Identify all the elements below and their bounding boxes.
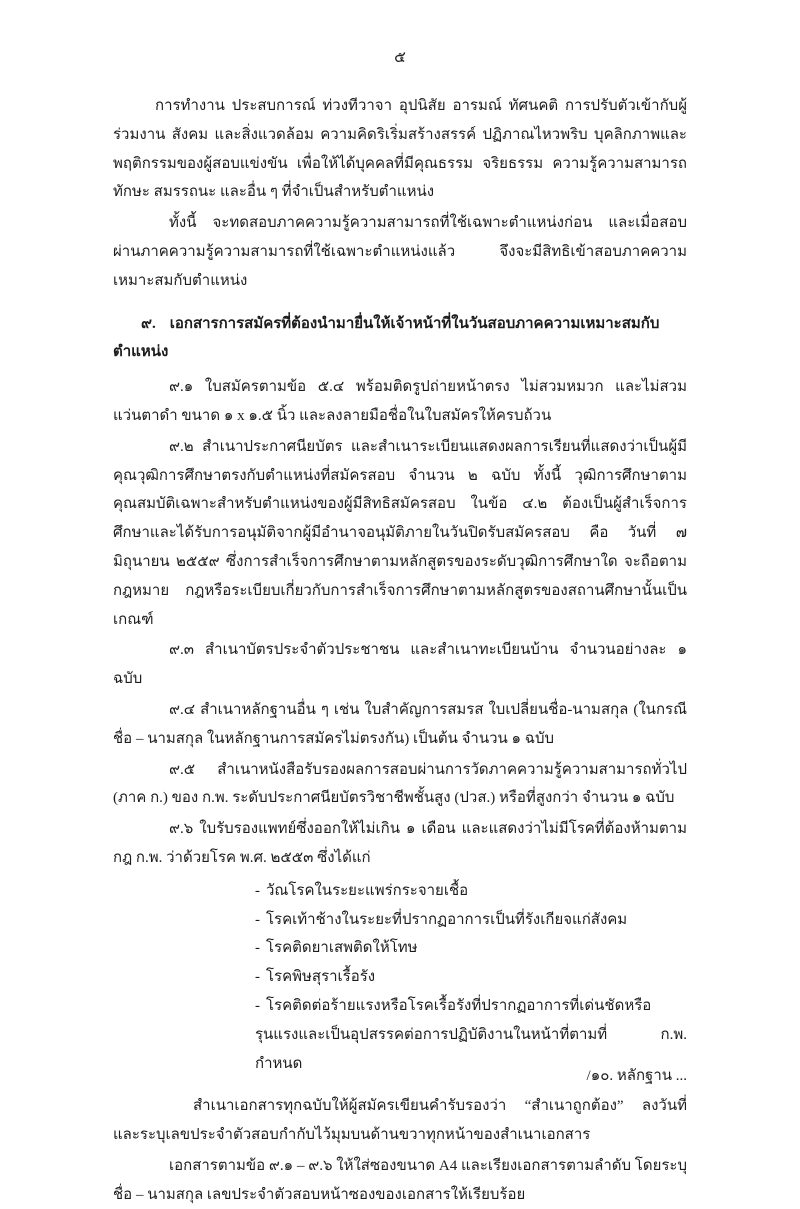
document-body xyxy=(113,92,687,1209)
list-item-label: โรคติดยาเสพติดให้โทษ xyxy=(266,940,418,957)
list-item-9-6: ๙.๖ ใบรับรองแพทย์ซึ่งออกให้ไม่เกิน ๑ เดือน และแสดงว่าไม่มีโรคที่ต้องห้ามตามกฎ ก.พ. ว่าด้วยโรค พ.ศ. ๒๕๕๓ ซึ่งได้แก่ xyxy=(113,821,687,866)
paragraph-continuation: การทำงาน ประสบการณ์ ท่วงทีวาจา อุปนิสัย อารมณ์ ทัศนคติ การปรับตัวเข้ากับผู้ร่วมงาน สังคม และสิ่งแวดล้อม ความคิดริเริ่มสร้างสรรค์ ปฏิภาณไหวพริบ บุคลิกภาพและพฤติกรรมของผู้สอบแข่งขัน เพื่อให้ได้บุคคลที่มีคุณธรรม จริยธรรม ความรู้ความสามารถ ทักษะ สมรรถนะ และอื่น ๆ ที่จำเป็นสำหรับตำแหน่ง xyxy=(113,98,687,201)
dash-marker: - xyxy=(255,882,260,899)
list-item xyxy=(113,877,687,906)
list-item-label: วัณโรคในระยะแพร่กระจายเชื้อ xyxy=(266,882,469,899)
closing-paragraph-certify: สำเนาเอกสารทุกฉบับให้ผู้สมัครเขียนคำรับรองว่า “สำเนาถูกต้อง” ลงวันที่ และระบุเลขประจำตัวสอบกำกับไว้มุมบนด้านขวาทุกหน้าของสำเนาเอกสาร xyxy=(113,1098,687,1144)
page-number: ๕ xyxy=(394,49,406,66)
page-footer-note: /๑๐. หลักฐาน ... xyxy=(586,1068,687,1084)
list-item xyxy=(113,963,687,992)
dash-marker: - xyxy=(255,997,260,1014)
list-item-9-4: ๙.๔ สำเนาหลักฐานอื่น ๆ เช่น ใบสำคัญการสมรส ใบเปลี่ยนชื่อ-นามสกุล (ในกรณี ชื่อ – นามสกุล ในหลักฐานการสมัครไม่ตรงกัน) เป็นต้น จำนวน ๑ ฉบับ xyxy=(113,701,687,747)
list-item-label: โรคติดต่อร้ายแรงหรือโรคเรื้อรังที่ปรากฏอาการที่เด่นชัดหรือรุนแรงและเป็นอุปสรรคต่อการปฏิบัติงานในหน้าที่ตามที่ ก.พ. กำหนด xyxy=(255,997,687,1072)
list-item-9-1: ๙.๑ ใบสมัครตามข้อ ๕.๔ พร้อมติดรูปถ่ายหน้าตรง ไม่สวมหมวก และไม่สวมแว่นตาดำ ขนาด ๑ x ๑.๕ นิ้ว และลงลายมือชื่อในใบสมัครให้ครบถ้วน xyxy=(113,379,687,424)
list-item-label: โรคเท้าช้างในระยะที่ปรากฏอาการเป็นที่รังเกียจแก่สังคม xyxy=(266,911,628,928)
list-item xyxy=(113,906,687,935)
section-number: ๙. xyxy=(141,315,156,332)
closing-paragraph-envelope: เอกสารตามข้อ ๙.๑ – ๙.๖ ให้ใส่ซองขนาด A4 และเรียงเอกสารตามลำดับ โดยระบุชื่อ – นามสกุล เลขประจำตัวสอบหน้าซองของเอกสารให้เรียบร้อย xyxy=(113,1157,687,1203)
dash-marker: - xyxy=(255,940,260,957)
section-heading xyxy=(113,310,687,368)
list-item-9-3: ๙.๓ สำเนาบัตรประจำตัวประชาชน และสำเนาทะเบียนบ้าน จำนวนอย่างละ ๑ ฉบับ xyxy=(113,642,687,688)
disease-list xyxy=(113,877,687,1079)
list-item-9-5: ๙.๕ สำเนาหนังสือรับรองผลการสอบผ่านการวัดภาคความรู้ความสามารถทั่วไป (ภาค ก.) ของ ก.พ. ระดับประกาศนียบัตรวิชาชีพชั้นสูง (ปวส.) หรือที่สูงกว่า จำนวน ๑ ฉบับ xyxy=(113,761,687,807)
list-item xyxy=(113,934,687,963)
dash-marker: - xyxy=(255,911,260,928)
list-item-9-2: ๙.๒ สำเนาประกาศนียบัตร และสำเนาระเบียนแสดงผลการเรียนที่แสดงว่าเป็นผู้มีคุณวุฒิการศึกษาตรงกับตำแหน่งที่สมัครสอบ จำนวน ๒ ฉบับ ทั้งนี้ วุฒิการศึกษาตามคุณสมบัติเฉพาะสำหรับตำแหน่งของผู้มีสิทธิสมัครสอบ ในข้อ ๔.๒ ต้องเป็นผู้สำเร็จการศึกษาและได้รับการอนุมัติจากผู้มีอำนาจอนุมัติภายในวันปิดรับสมัครสอบ คือ วันที่ ๗ มิถุนายน ๒๕๕๙ ซึ่งการสำเร็จการศึกษาตามหลักสูตรของระดับวุฒิการศึกษาใด จะถือตามกฎหมาย กฎหรือระเบียบเกี่ยวกับการสำเร็จการศึกษาตามหลักสูตรของสถานศึกษานั้นเป็นเกณฑ์ xyxy=(113,438,687,628)
list-item-label: โรคพิษสุราเรื้อรัง xyxy=(266,969,376,986)
section-title: เอกสารการสมัครที่ต้องนำมายื่นให้เจ้าหน้าที่ในวันสอบภาคความเหมาะสมกับตำแหน่ง xyxy=(113,315,660,361)
dash-marker: - xyxy=(255,969,260,986)
paragraph-exam-order: ทั้งนี้ จะทดสอบภาคความรู้ความสามารถที่ใช้เฉพาะตำแหน่งก่อน และเมื่อสอบผ่านภาคความรู้ความสามารถที่ใช้เฉพาะตำแหน่งแล้ว จึงจะมีสิทธิเข้าสอบภาคความเหมาะสมกับตำแหน่ง xyxy=(113,215,687,289)
